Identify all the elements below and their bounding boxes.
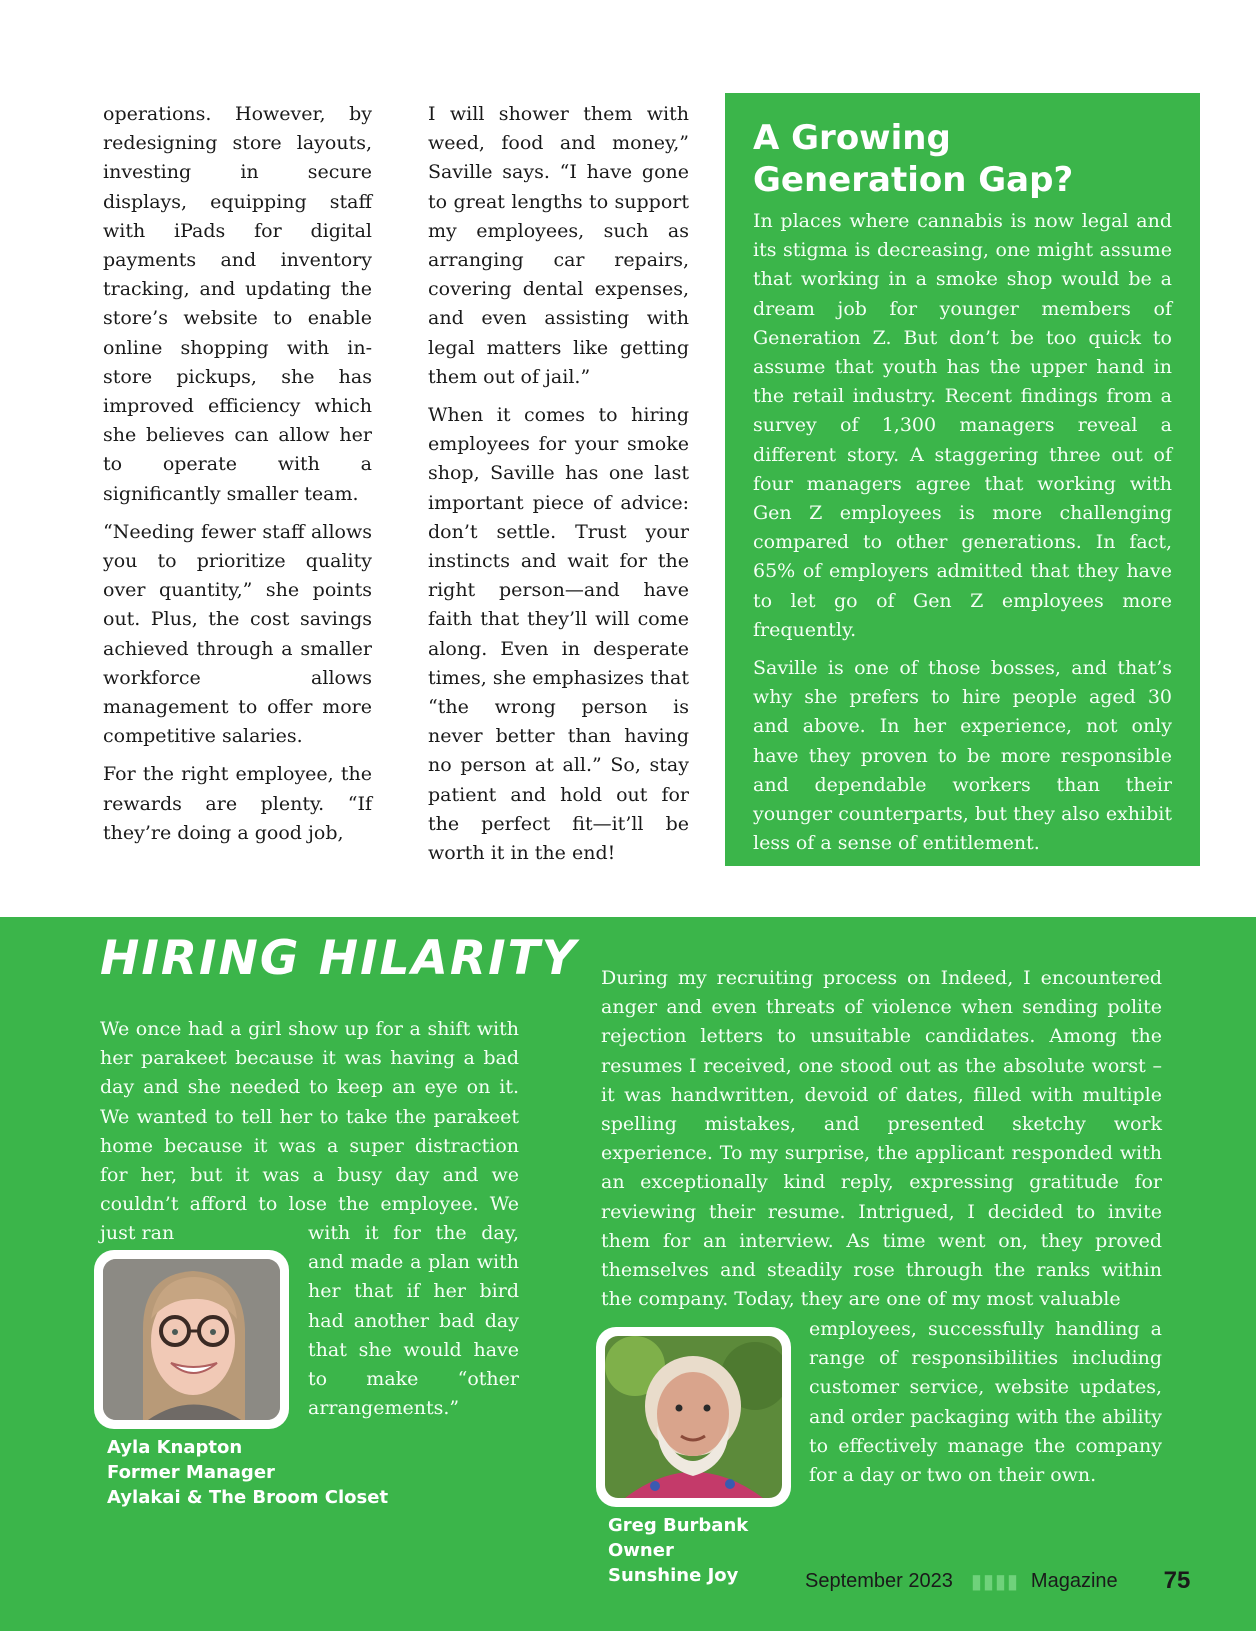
section-title: HIRING HILARITY [100,931,578,986]
story-1-text-continued: with it for the day, and made a plan with her that if her bird had another bad day that she would have to make “other arrangements.” [308,1222,519,1420]
article-paragraph: “Needing fewer staff allows you to prioritize quality over quantity,” she points out. Plus, the cost savings achieved through a smaller workforce allows management to offer more competitive salaries. [103,520,372,748]
person-role: Former Manager [107,1462,275,1483]
issue-date: September 2023 [805,1569,953,1592]
person-name: Greg Burbank [608,1515,749,1536]
article-paragraph: operations. However, by redesigning store layouts, investing in secure displays, equipping staff with iPads for digital payments and inventory tracking, and updating the store’s website to enable online shopping with in-store pickups, she has improved efficiency which she believes can allow her to operate with a significantly smaller team. [103,103,372,505]
article-paragraph: When it comes to hiring employees for your smoke shop, Saville has one last important piece of advice: don’t settle. Trust your instincts and wait for the right person—and have faith that they’ll will come along. Even in desperate times, she emphasizes that “the wrong person is never better than having no person at all.” So, stay patient and hold out for the perfect fit—it’ll be worth it in the end! [428,404,689,865]
sidebar-paragraph: Saville is one of those bosses, and that’s why she prefers to hire people aged 30 and above. In her experience, not only have they proven to be more responsible and dependable workers than their younger counterparts, but they also exhibit less of a sense of entitlement. [753,657,1172,855]
person-name: Ayla Knapton [107,1437,243,1458]
portrait-photo-1 [94,1250,289,1429]
portrait-photo-2 [596,1327,791,1507]
generation-gap-sidebar [725,93,1200,866]
article-paragraph: I will shower them with weed, food and money,” Saville says. “I have gone to great lengths to support my employees, such as arranging car repairs, covering dental expenses, and even assisting with legal matters like getting them out of jail.” [428,103,689,388]
portrait-caption-1 [107,1435,388,1510]
sidebar-title: A Growing Generation Gap? [753,118,1074,200]
page-number: 75 [1163,1567,1191,1594]
article-column-1 [103,100,372,857]
article-column-2 [428,100,689,877]
person-role: Owner [608,1540,674,1561]
story-2-text-continued: employees, successfully handling a range of responsibilities including customer service, website updates, and order packaging with the ability to effectively manage the company for a day or two on their own. [809,1318,1162,1487]
story-1-text: We once had a girl show up for a shift with her parakeet because it was having a bad day and she needed to keep an eye on it. We wanted to tell her to take the parakeet home because it was a super distraction for her, but it was a busy day and we couldn’t afford to lose the employee. We just ran [100,1018,519,1245]
article-paragraph: For the right employee, the rewards are plenty. “If they’re doing a good job, [103,763,372,844]
magazine-label: Magazine [1030,1569,1118,1592]
person-company: Sunshine Joy [608,1565,739,1586]
hiring-hilarity-section [0,917,1256,1631]
sidebar-paragraph: In places where cannabis is now legal and its stigma is decreasing, one might assume that working in a smoke shop would be a dream job for younger members of Generation Z. But don’t be too quick to assume that youth has the upper hand in the retail industry. Recent findings from a survey of 1,300 managers reveal a different story. A staggering three out of four managers agree that working with Gen Z employees is more challenging compared to other generations. In fact, 65% of employers admitted that they have to let go of Gen Z employees more frequently. [753,210,1172,641]
man-portrait-image [605,1336,782,1498]
story-2-text: During my recruiting process on Indeed, I encountered anger and even threats of violence when sending polite rejection letters to unsuitable candidates. Among the resumes I received, one stood out as the absolute worst – it was handwritten, devoid of dates, filled with multiple spelling mistakes, and presented sketchy work experience. To my surprise, the applicant responded with an exceptionally kind reply, expressing gratitude for reviewing their resume. Intrigued, I decided to invite them for an interview. As time went on, they proved themselves and steadily rose through the ranks within the company. Today, they are one of my most valuable [601,967,1162,1311]
portrait-caption-2 [608,1513,748,1588]
woman-portrait-image [103,1259,280,1420]
magazine-logo-icon: ▮▮▮▮ [970,1570,1019,1593]
person-company: Aylakai & The Broom Closet [107,1487,389,1508]
page-footer [805,1567,1190,1595]
